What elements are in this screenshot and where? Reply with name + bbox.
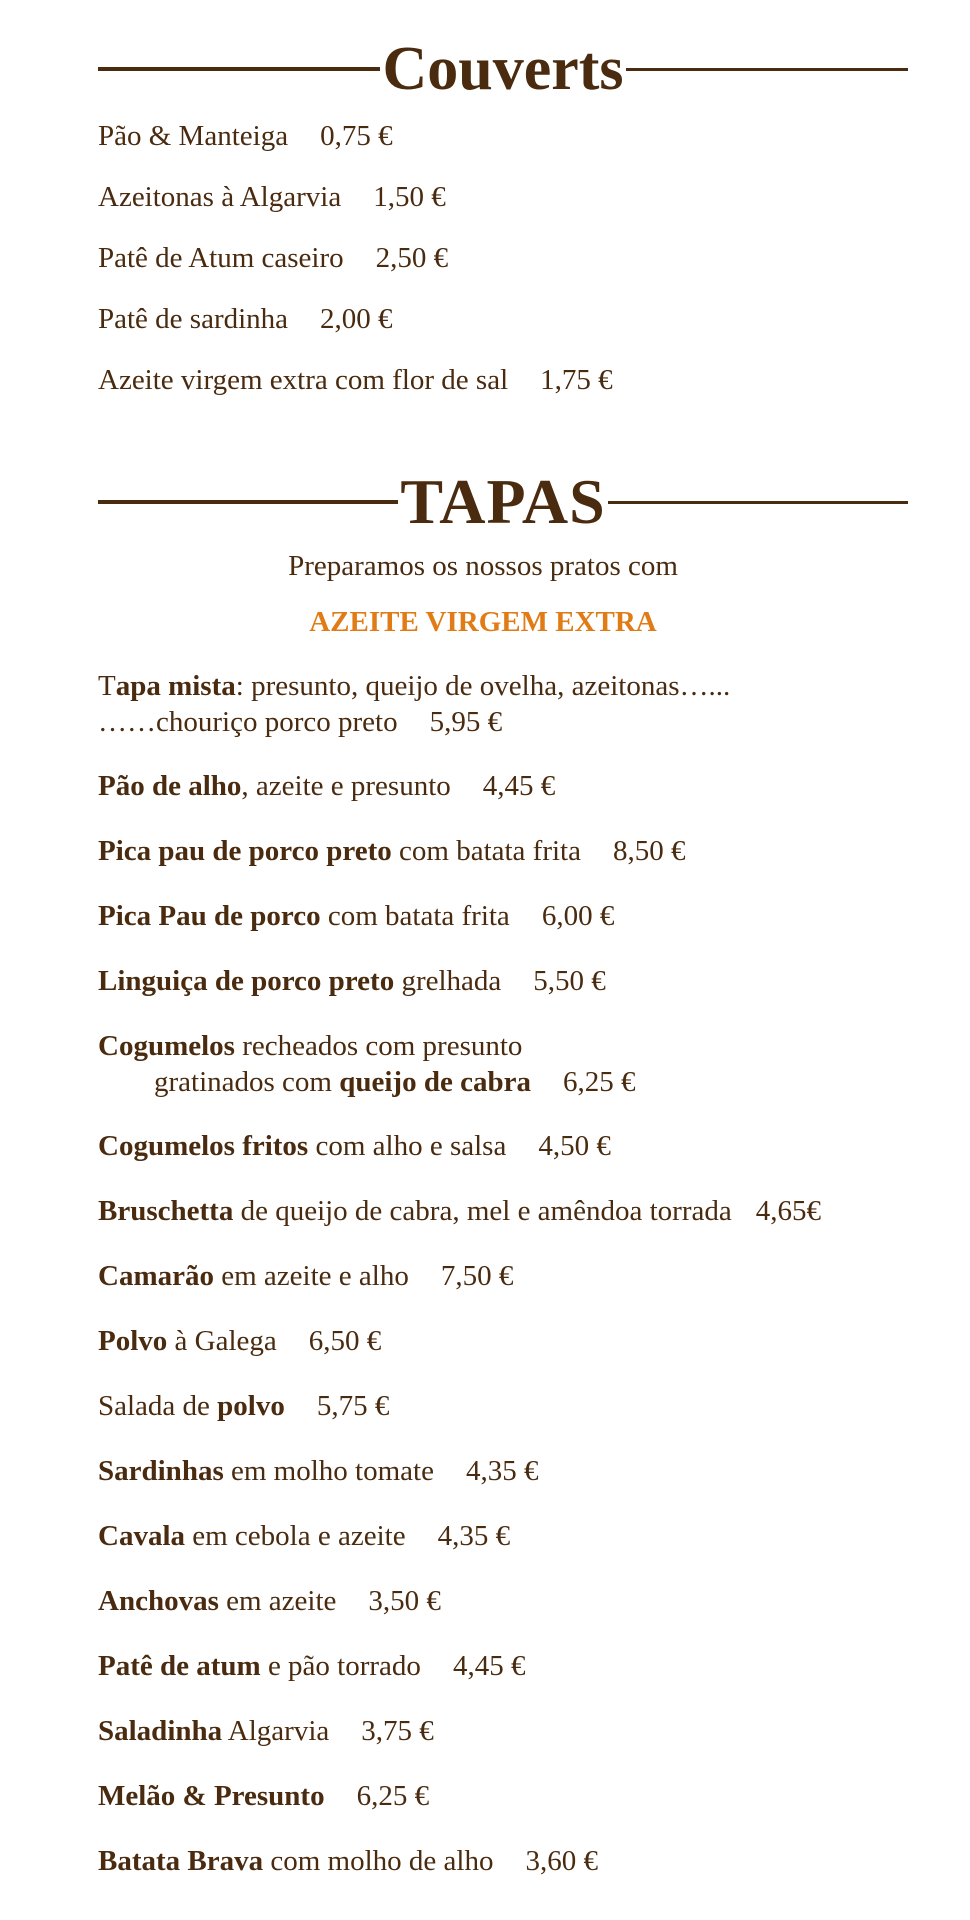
item-price: 6,25 € (356, 1780, 430, 1812)
tapa-item (98, 963, 606, 999)
item-name: Patê de sardinha (98, 303, 289, 335)
item-name-bold: Pica pau de porco preto (98, 835, 392, 867)
item-price: 4,45 € (452, 1650, 526, 1682)
item-name-bold: Batata Brava (98, 1845, 264, 1877)
tapa-item (98, 898, 614, 934)
item-price: 1,75 € (540, 364, 613, 396)
item-name-bold: Anchovas (98, 1585, 219, 1617)
item-name: Azeite virgem extra com flor de sal (98, 364, 509, 396)
couvert-item (98, 301, 393, 337)
item-price: 6,50 € (308, 1325, 382, 1357)
tapa-item (98, 1778, 429, 1814)
item-description: , azeite e presunto (241, 770, 451, 802)
item-price: 6,25 € (562, 1066, 636, 1098)
item-name-bold: Melão & Presunto (98, 1780, 325, 1812)
tapa-item (98, 1258, 513, 1294)
tapas-header (98, 466, 908, 537)
item-price: 7,50 € (440, 1260, 514, 1292)
tapa-item (98, 668, 730, 740)
item-description: recheados com presunto (234, 1030, 523, 1062)
tapa-item (98, 1323, 381, 1359)
tapas-intro-highlight: AZEITE VIRGEM EXTRA (309, 606, 657, 638)
item-price: 5,75 € (316, 1390, 390, 1422)
item-description-line2: gratinados com (154, 1066, 340, 1098)
tapa-item (98, 1453, 538, 1489)
item-name-bold: Polvo (98, 1325, 168, 1357)
item-name-bold: Sardinhas (98, 1455, 224, 1487)
couvert-item (98, 362, 613, 398)
item-name-first: T (98, 670, 116, 702)
item-description: Salada de (98, 1390, 218, 1422)
item-name-bold: Cogumelos (98, 1030, 235, 1062)
header-rule-left (98, 500, 398, 504)
item-description: com alho e salsa (308, 1130, 507, 1162)
item-price: 8,50 € (612, 835, 686, 867)
tapa-item (98, 1388, 389, 1424)
tapa-item (98, 833, 685, 869)
item-name: Pão & Manteiga (98, 120, 289, 152)
section-title-tapas: TAPAS (400, 466, 606, 537)
item-description: em azeite (218, 1585, 337, 1617)
item-name: Patê de Atum caseiro (98, 242, 344, 274)
item-description: em cebola e azeite (185, 1520, 406, 1552)
tapa-item (98, 1193, 821, 1229)
item-name-bold: Camarão (98, 1260, 214, 1292)
item-price: 4,50 € (538, 1130, 611, 1162)
item-price: 3,75 € (361, 1715, 434, 1747)
tapa-item (98, 1518, 510, 1554)
item-name-bold: polvo (217, 1390, 285, 1422)
item-description: Algarvia (222, 1715, 330, 1747)
item-name-bold: Linguiça de porco preto (98, 965, 395, 997)
item-description: à Galega (167, 1325, 277, 1357)
item-description: em azeite e alho (213, 1260, 409, 1292)
header-rule-right (608, 501, 908, 504)
tapa-item (98, 768, 555, 804)
item-description: com molho de alho (263, 1845, 494, 1877)
item-price: 4,65€ (755, 1195, 821, 1227)
item-description: grelhada (394, 965, 502, 997)
tapa-item (98, 1128, 611, 1164)
header-rule-left (98, 67, 380, 71)
item-name-bold: Pica Pau de porco (98, 900, 321, 932)
item-description: com batata frita (320, 900, 510, 932)
item-price: 2,50 € (375, 242, 449, 274)
item-description-bold: queijo de cabra (339, 1066, 531, 1098)
item-name-bold: Bruschetta (98, 1195, 234, 1227)
item-description: : presunto, queijo de ovelha, azeitonas…... (235, 670, 731, 702)
tapa-item (98, 1713, 434, 1749)
item-name-bold: Saladinha (98, 1715, 223, 1747)
item-price: 4,35 € (437, 1520, 511, 1552)
item-price: 4,35 € (465, 1455, 539, 1487)
item-name-bold: Patê de atum (98, 1650, 261, 1682)
couvert-item (98, 118, 393, 154)
tapa-item (98, 1583, 441, 1619)
item-name-bold: Cogumelos fritos (98, 1130, 309, 1162)
couvert-item (98, 240, 448, 276)
item-price: 0,75 € (320, 120, 393, 152)
item-price: 2,00 € (320, 303, 393, 335)
item-description: com batata frita (391, 835, 581, 867)
item-price: 6,00 € (541, 900, 615, 932)
item-price: 3,50 € (368, 1585, 441, 1617)
tapa-item (98, 1843, 598, 1879)
item-price: 5,50 € (533, 965, 606, 997)
item-price: 3,60 € (525, 1845, 598, 1877)
item-price: 4,45 € (482, 770, 556, 802)
item-name: Azeitonas à Algarvia (98, 181, 342, 213)
item-price: 1,50 € (373, 181, 446, 213)
header-rule-right (626, 68, 908, 71)
tapa-item (98, 1028, 635, 1100)
item-name-bold: apa mista (115, 670, 236, 702)
couvert-item (98, 179, 446, 215)
item-description: de queijo de cabra, mel e amêndoa torrada (233, 1195, 732, 1227)
item-description-line2: ……chouriço porco preto (98, 706, 398, 738)
item-description: em molho tomate (223, 1455, 434, 1487)
item-description: e pão torrado (260, 1650, 421, 1682)
item-price: 5,95 € (429, 706, 503, 738)
tapas-intro: Preparamos os nossos pratos com (288, 550, 678, 582)
section-title-couverts: Couverts (382, 35, 624, 103)
item-name-bold: Pão de alho (98, 770, 242, 802)
tapa-item (98, 1648, 525, 1684)
couverts-header (98, 35, 908, 103)
item-name-bold: Cavala (98, 1520, 185, 1552)
